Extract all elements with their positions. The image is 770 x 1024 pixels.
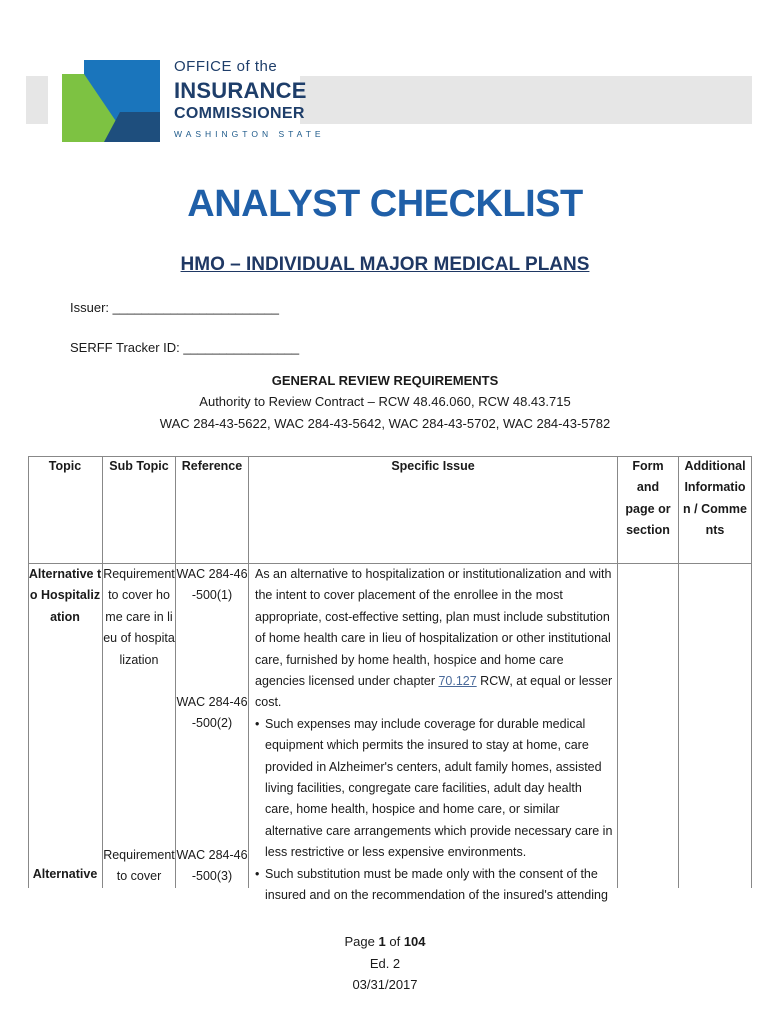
header-subtopic: Sub Topic [109, 459, 169, 473]
header-band-right [300, 76, 752, 124]
footer-page-label: Page [344, 934, 375, 949]
row-topic-2: Alternative [32, 867, 98, 881]
table-col-border [28, 456, 29, 888]
header-topic: Topic [48, 459, 82, 473]
issuer-label: Issuer: [70, 300, 110, 315]
issue-bullet: • Such substitution must be made only with the consent of the insured and on the recommendation of the insured's attending [265, 864, 613, 907]
footer-page-current: 1 [378, 934, 386, 949]
issue-bullet: • Such expenses may include coverage for durable medical equipment which permits the insured to stay at home, care provided in Alzheimer's centers, adult family homes, assisted living facilities, congregate care facilities, adult day health care, home health, hospice and home care, or similar alternative care arrangements which provide necessary care in less restrictive or less expensive environments. [265, 714, 613, 864]
table-col-border [751, 456, 752, 888]
row-subtopic-2: Requirement to cover [103, 848, 175, 884]
footer-date: 03/31/2017 [352, 977, 418, 992]
authority-line: Authority to Review Contract – RCW 48.46.060, RCW 48.43.715 [199, 394, 571, 409]
issuer-line [70, 300, 279, 315]
header-band-left [26, 76, 48, 124]
table-col-border [678, 456, 679, 888]
page-subtitle: HMO – INDIVIDUAL MAJOR MEDICAL PLANS [180, 254, 590, 275]
header-form-page: Form and page or section [625, 459, 671, 538]
general-requirements-heading: GENERAL REVIEW REQUIREMENTS [271, 373, 499, 388]
issue-text-end: RCW, at equal or lesser cost. [255, 674, 613, 710]
serff-line [70, 340, 299, 355]
logo-line-3: COMMISSIONER [174, 105, 305, 122]
rcw-70-127-link[interactable]: 70.127 [438, 674, 477, 689]
header-additional-info: Additional Information / Comments [683, 459, 747, 538]
row-topic: Alternative to Hospitalization [28, 567, 102, 624]
issuer-field[interactable]: _______________________ [112, 300, 279, 315]
issue-paragraph [255, 564, 613, 714]
row-reference: WAC 284-46-500(1) [176, 567, 248, 603]
table-col-border [617, 456, 618, 888]
page-title: ANALYST CHECKLIST [187, 183, 583, 225]
logo-line-4: WASHINGTON STATE [174, 129, 325, 139]
serff-label: SERFF Tracker ID: [70, 340, 180, 355]
issue-text: As an alternative to hospitalization or institutionalization and with the intent to cover placement of the enrollee in the most appropriate, cost-effective setting, plan must include substitution of home health care in lieu of hospitalization or other institutional care, furnished by home health, hospice and home care agencies licensed under chapter [255, 567, 612, 689]
logo-line-2: INSURANCE [174, 78, 307, 103]
table-col-border [102, 456, 103, 888]
footer-page-number [0, 934, 770, 949]
logo-line-1: OFFICE of the [174, 58, 278, 75]
header-specific-issue: Specific Issue [391, 459, 475, 473]
serff-field[interactable]: ________________ [183, 340, 300, 355]
row-specific-issue [255, 564, 613, 907]
footer-edition: Ed. 2 [369, 956, 401, 971]
issue-bullets [255, 714, 613, 907]
wac-line: WAC 284-43-5622, WAC 284-43-5642, WAC 284-43-5702, WAC 284-43-5782 [159, 416, 611, 431]
footer-page-total: 104 [403, 934, 426, 949]
row-reference-2: WAC 284-46-500(2) [176, 695, 248, 731]
checklist-table [28, 456, 752, 903]
row-subtopic: Requirement to cover home care in lieu of hospitalization [103, 567, 175, 667]
row-reference-3: WAC 284-46-500(3) [176, 848, 248, 884]
table-col-border [175, 456, 176, 888]
header-reference: Reference [181, 459, 243, 473]
table-col-border [248, 456, 249, 888]
footer-of-label: of [389, 934, 401, 949]
